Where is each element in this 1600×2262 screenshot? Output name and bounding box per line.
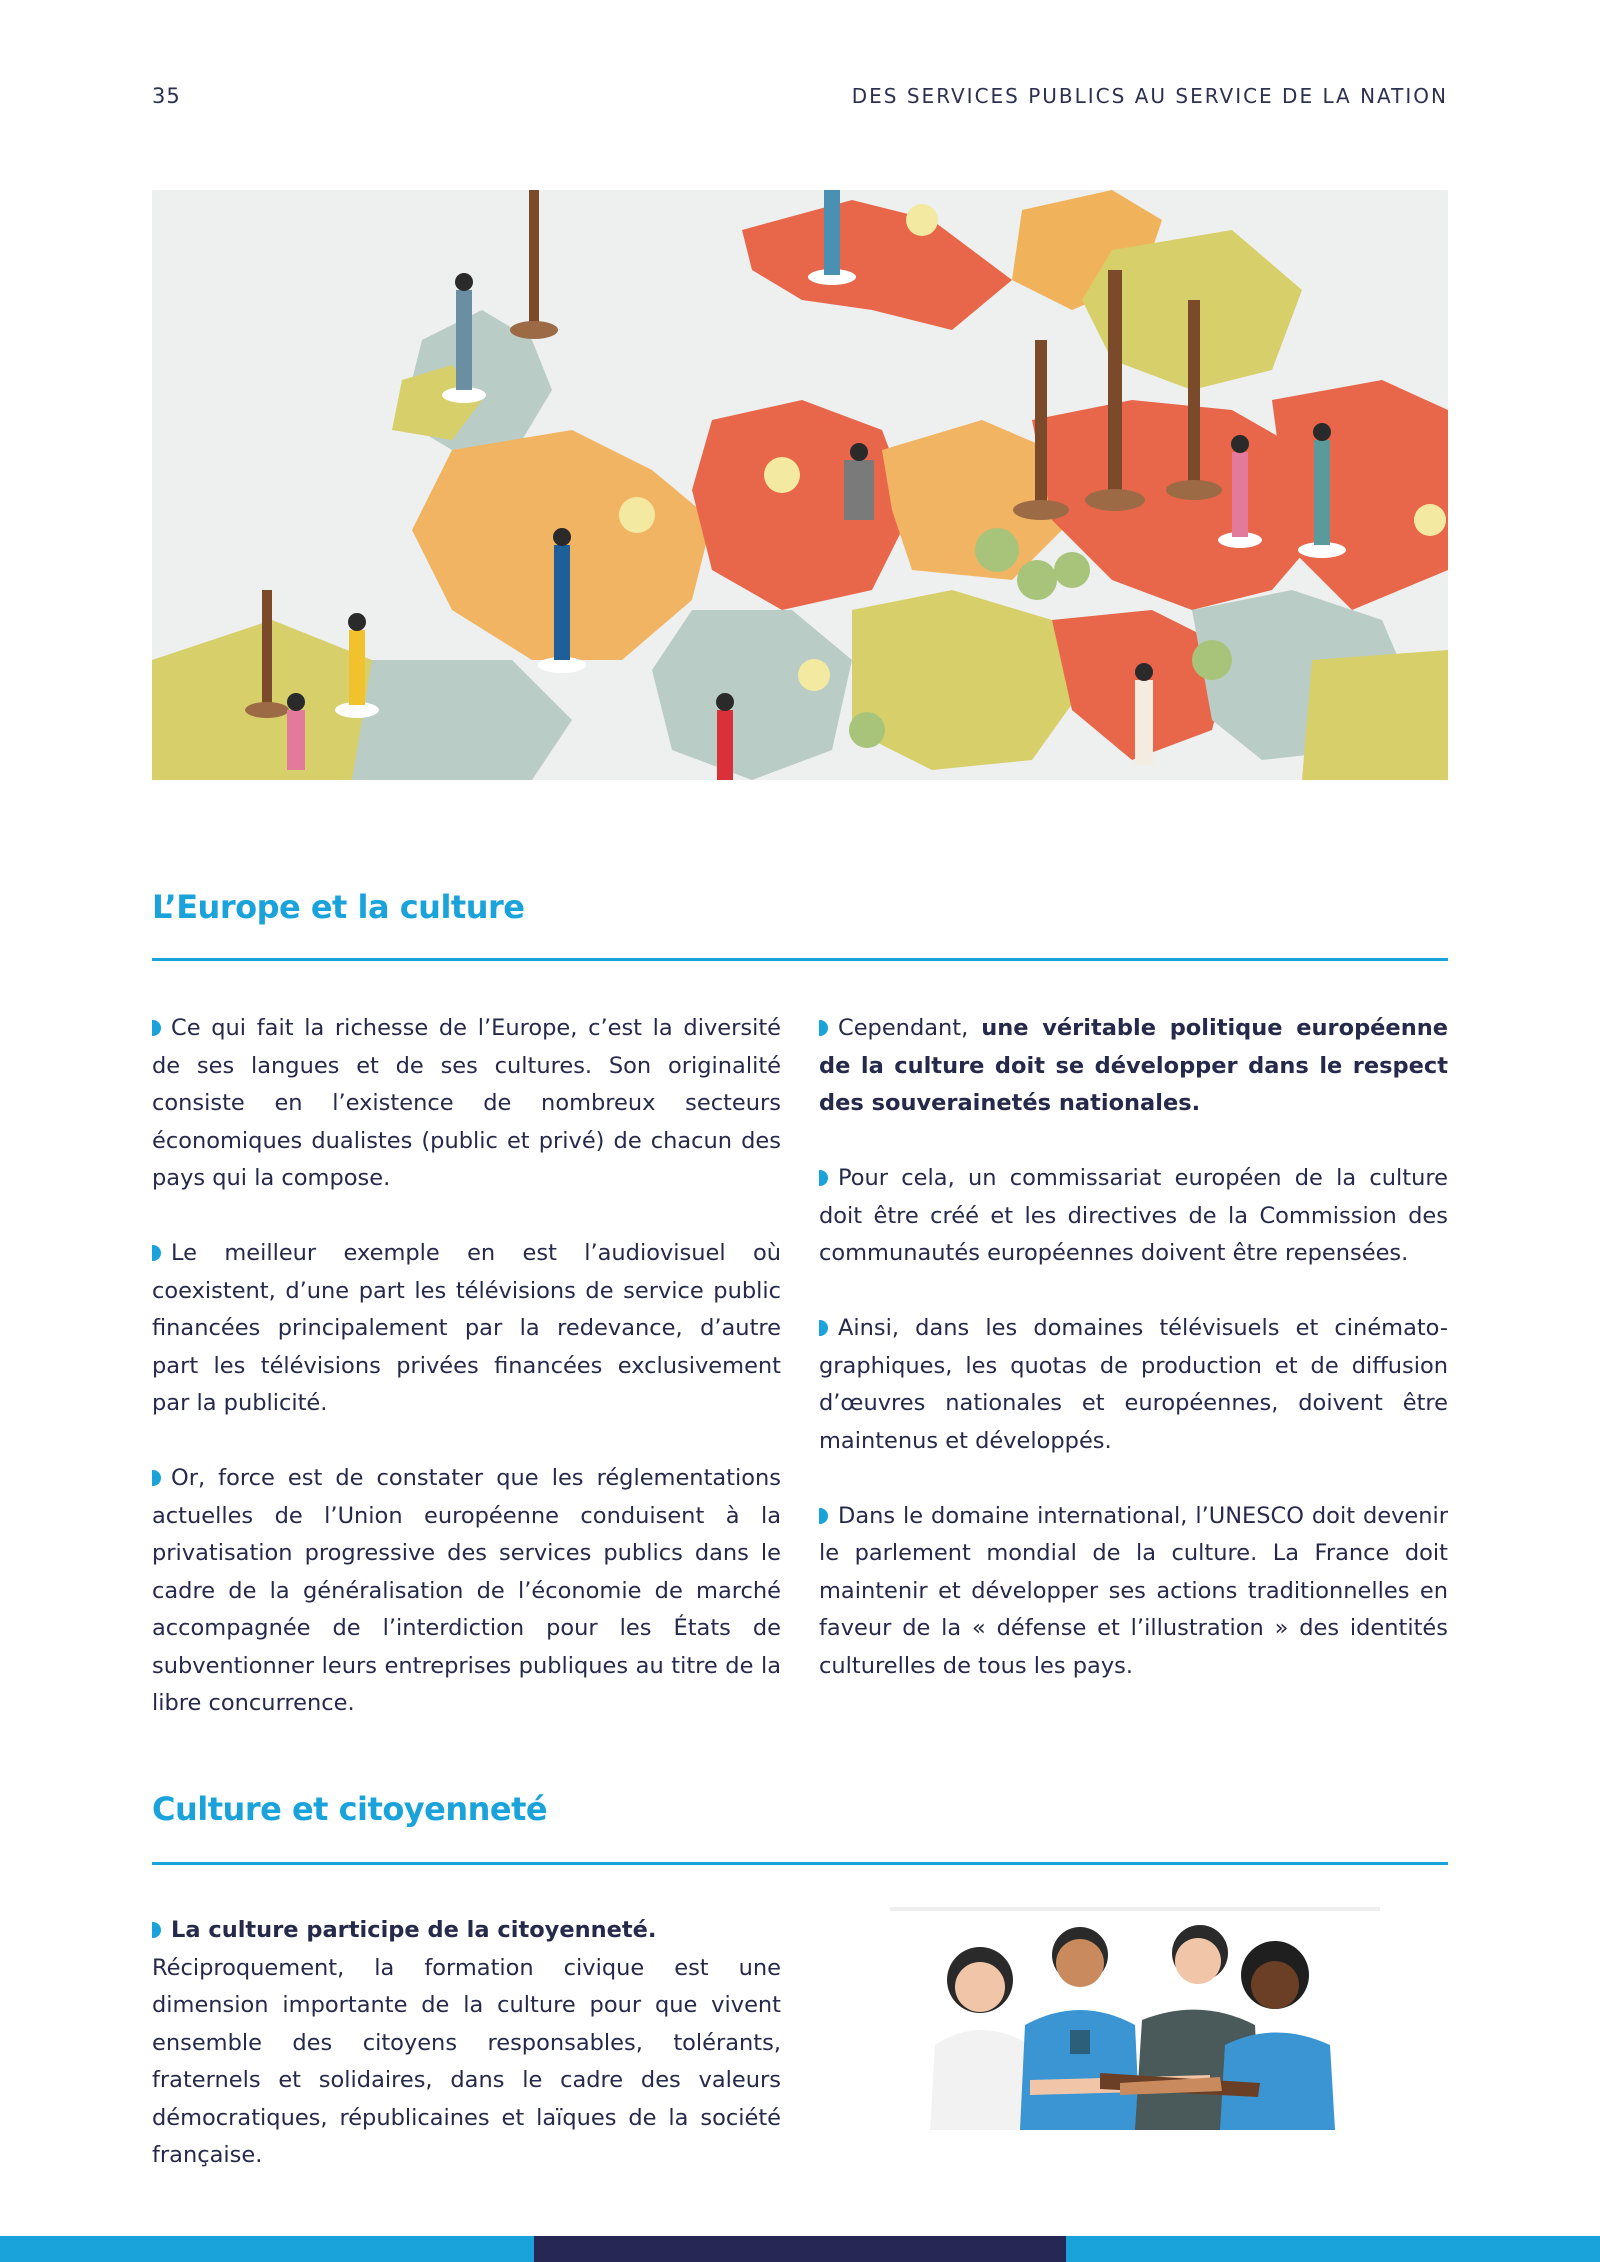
paragraph: Le meilleur exemple en est l’audiovisuel où coexistent, d’une part les télévisions de service public financées principalement par la redevance, d’autre part les télévisions privées financées exclusivement par la publicité. [152,1240,781,1416]
section-divider [152,958,1448,961]
right-column [819,1010,1448,1685]
people-joining-hands-illustration [880,1905,1400,2130]
section-title-culture-citizenship: Culture et citoyenneté [152,1790,548,1828]
paragraph: Ainsi, dans les domaines télévisuels et cinémato-graphiques, les quotas de production et de diffusion d’œuvres nationales et européennes, doivent être maintenus et développés. [819,1315,1448,1454]
running-header: DES SERVICES PUBLICS AU SERVICE DE LA NATION [851,84,1448,108]
left-column [152,1010,781,1723]
bullet-marker-icon [819,1170,828,1186]
emphasis-text: une véritable politique européenne de la culture doit se développer dans le respect des souverainetés nationales. [819,1015,1448,1116]
footer-bar-accent [1066,2236,1600,2262]
bullet-marker-icon [819,1020,828,1036]
bullet-marker-icon [819,1320,828,1336]
bullet-marker-icon [152,1020,161,1036]
section-divider [152,1862,1448,1865]
emphasis-text: La culture participe de la citoyenneté. [171,1917,657,1943]
paragraph: Pour cela, un commissariat européen de la culture doit être créé et les directives de la Commission des communautés européennes doivent être repensées. [819,1165,1448,1266]
bullet-marker-icon [819,1508,828,1524]
page-number: 35 [152,84,181,108]
footer-bar-dark [534,2236,1066,2262]
paragraph: Ce qui fait la richesse de l’Europe, c’est la diversité de ses langues et de ses cultures. Son originalité consiste en l’existence de nombreux secteurs économiques dualistes (public et privé) de chacun des pays qui la compose. [152,1015,781,1191]
citizenship-text [152,1912,781,2175]
bullet-marker-icon [152,1470,161,1486]
paragraph: Cependant, une véritable politique européenne de la culture doit se développer dans le respect des souverainetés nationales. [819,1015,1448,1116]
europe-map-figurines-photo [152,190,1448,780]
paragraph: Réciproquement, la formation civique est une dimension importante de la culture pour que vivent ensemble des citoyens responsables, tolérants, fraternels et solidaires, dans le cadre des valeurs démocratiques, républicaines et laïques de la société française. [152,1954,781,2168]
paragraph: Or, force est de constater que les réglementations actuelles de l’Union européenne conduisent à la privatisation progressive des services publics dans le cadre de la généralisation de l’économie de marché accompagnée de l’interdiction pour les États de subventionner leurs entreprises publiques au titre de la libre concurrence. [152,1465,781,1716]
paragraph: Dans le domaine international, l’UNESCO doit devenir le parlement mondial de la culture. La France doit maintenir et développer ses actions traditionnelles en faveur de la « défense et l’illustration » des identités culturelles de tous les pays. [819,1502,1448,1679]
bullet-marker-icon [152,1922,161,1938]
section-title-europe-culture: L’Europe et la culture [152,888,525,926]
footer-bar-accent [0,2236,534,2262]
bullet-marker-icon [152,1245,161,1261]
paragraph [152,1912,781,1950]
